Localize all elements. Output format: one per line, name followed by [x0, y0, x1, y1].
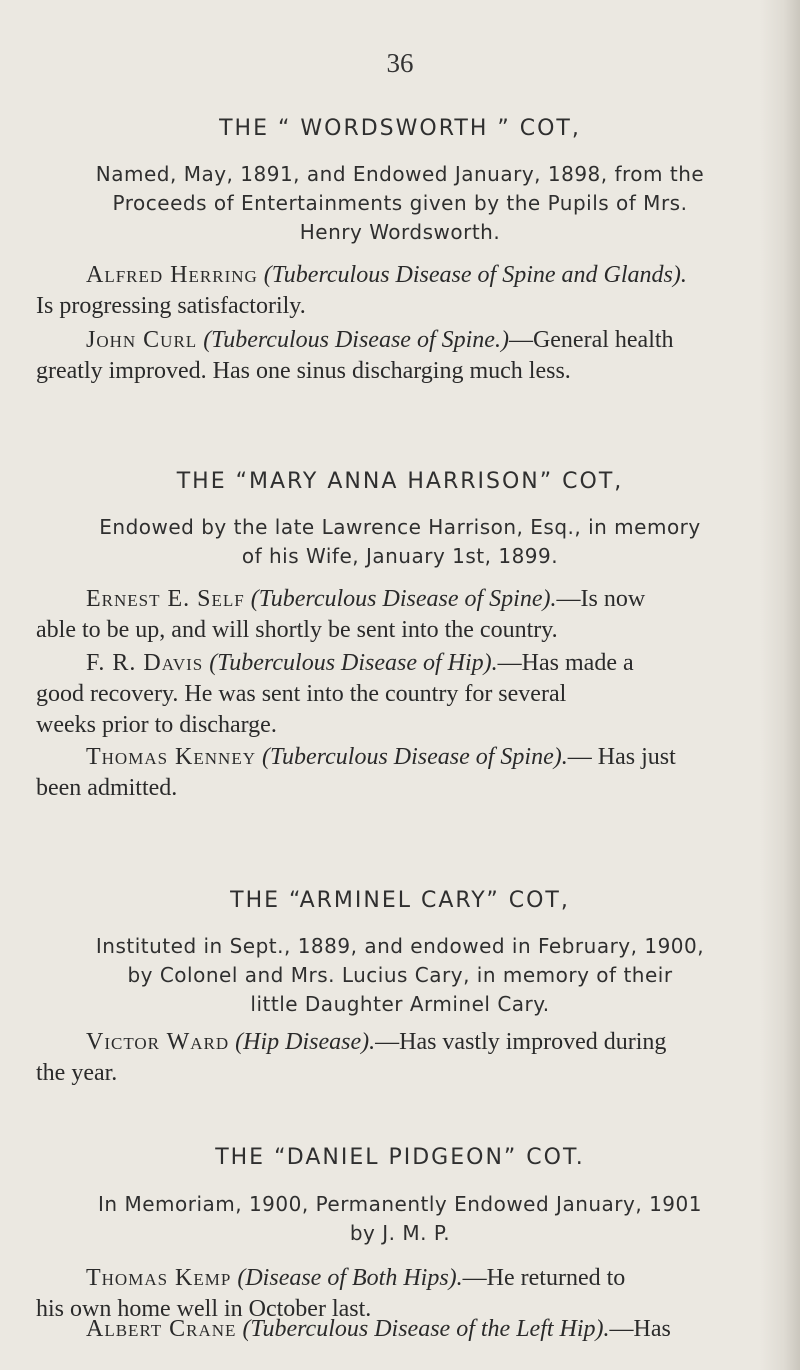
patient-entry	[36, 1027, 758, 1089]
dedication-line: little Daughter Arminel Cary.	[250, 992, 550, 1016]
patient-diagnosis: (Tuberculous Disease of Spine.)	[203, 327, 509, 353]
patient-entry	[36, 260, 758, 322]
patient-name: Albert Crane	[86, 1316, 237, 1342]
dedication-line: Endowed by the late Lawrence Harrison, Esq., in memory	[99, 515, 701, 539]
patient-entry	[36, 584, 758, 646]
patient-entry	[36, 742, 758, 804]
patient-report: — Has just	[567, 744, 676, 770]
patient-diagnosis: (Tuberculous Disease of Spine).	[250, 586, 557, 612]
patient-diagnosis: (Hip Disease).	[235, 1029, 376, 1055]
patient-diagnosis: (Disease of Both Hips).	[237, 1265, 463, 1291]
dedication-line: Instituted in Sept., 1889, and endowed in February, 1900,	[95, 934, 705, 958]
patient-name: John Curl	[86, 327, 198, 353]
dedication-line: Proceeds of Entertainments given by the Pupils of Mrs.	[112, 191, 688, 215]
cot-dedication-daniel-pidgeon	[0, 1190, 800, 1248]
cot-heading-wordsworth: THE “ WORDSWORTH ” COT,	[219, 116, 581, 141]
cot-dedication-arminel-cary	[0, 932, 800, 1019]
patient-report-continued: greatly improved. Has one sinus discharging much less.	[36, 358, 571, 384]
patient-name: Ernest E. Self	[86, 586, 245, 612]
page-number: 36	[386, 48, 414, 78]
patient-report-continued: the year.	[36, 1060, 118, 1086]
patient-entry	[36, 1314, 758, 1345]
cot-heading-mary-anna-harrison: THE “MARY ANNA HARRISON” COT,	[176, 469, 624, 494]
patient-report: —Is now	[556, 586, 646, 612]
patient-diagnosis: (Tuberculous Disease of Spine).	[262, 744, 568, 770]
patient-report: —He returned to	[462, 1265, 626, 1291]
dedication-line: In Memoriam, 1900, Permanently Endowed January, 1901	[98, 1192, 702, 1216]
patient-report-continued: good recovery. He was sent into the country for several	[36, 681, 567, 707]
patient-name: F. R. Davis	[86, 650, 204, 676]
patient-report-continued: able to be up, and will shortly be sent into the country.	[36, 617, 558, 643]
patient-name: Victor Ward	[86, 1029, 230, 1055]
dedication-line: by J. M. P.	[349, 1221, 451, 1245]
cot-heading-daniel-pidgeon: THE “DANIEL PIDGEON” COT.	[215, 1145, 585, 1170]
patient-entry	[36, 325, 758, 387]
patient-report-continued: weeks prior to discharge.	[36, 712, 277, 738]
patient-report: —Has	[609, 1316, 671, 1342]
dedication-line: of his Wife, January 1st, 1899.	[241, 544, 559, 568]
patient-report-continued: been admitted.	[36, 775, 178, 801]
patient-name: Thomas Kemp	[86, 1265, 232, 1291]
dedication-line: Named, May, 1891, and Endowed January, 1898, from the	[95, 162, 705, 186]
dedication-line: by Colonel and Mrs. Lucius Cary, in memory of their	[127, 963, 673, 987]
cot-dedication-wordsworth	[0, 160, 800, 247]
patient-report: —Has made a	[497, 650, 634, 676]
patient-report: —Has vastly improved during	[375, 1029, 667, 1055]
patient-diagnosis: (Tuberculous Disease of Spine and Glands).	[263, 262, 687, 288]
patient-name: Alfred Herring	[86, 262, 258, 288]
patient-report: —General health	[508, 327, 674, 353]
cot-heading-arminel-cary: THE “ARMINEL CARY” COT,	[230, 888, 570, 913]
cot-dedication-mary-anna-harrison	[0, 513, 800, 571]
patient-name: Thomas Kenney	[86, 744, 256, 770]
patient-report-continued: Is progressing satisfactorily.	[36, 293, 306, 319]
patient-diagnosis: (Tuberculous Disease of the Left Hip).	[242, 1316, 610, 1342]
dedication-line: Henry Wordsworth.	[299, 220, 501, 244]
patient-entry	[36, 648, 758, 741]
patient-report-continued: his own home well in October last.	[36, 1296, 372, 1322]
patient-diagnosis: (Tuberculous Disease of Hip).	[209, 650, 498, 676]
